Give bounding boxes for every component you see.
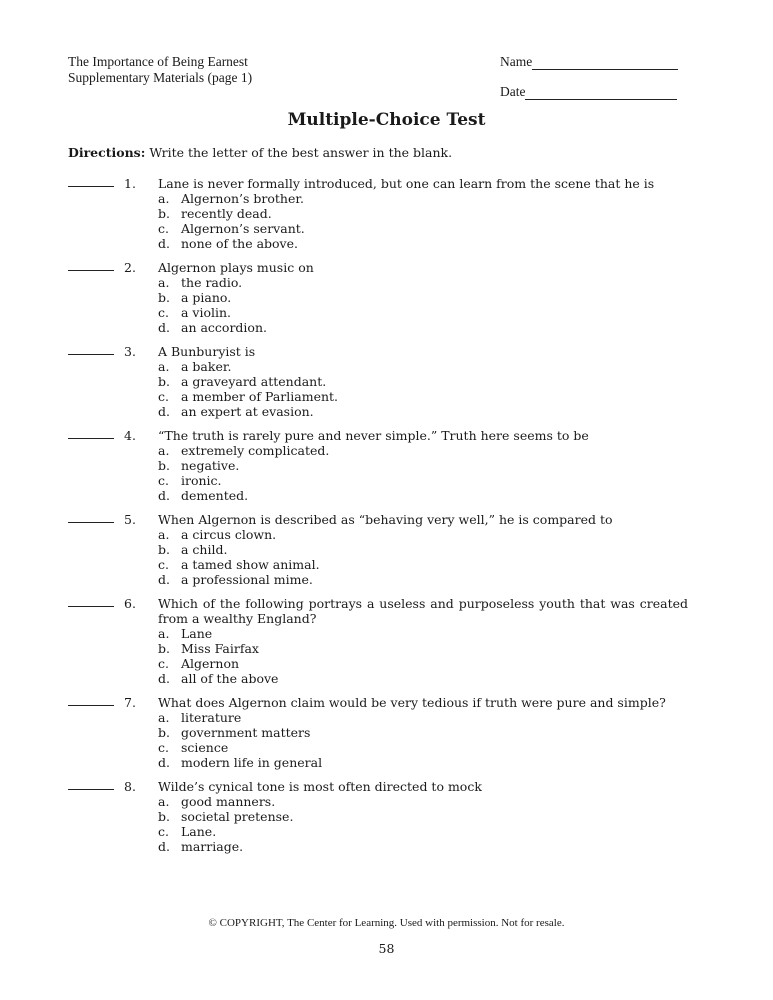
answer-blank[interactable] [68,512,114,523]
answer-blank[interactable] [68,344,114,355]
option [158,236,688,251]
materials-subtitle: Supplementary Materials (page 1) [68,70,253,85]
option [158,443,688,458]
question-number: 6. [124,596,136,611]
option-letter: b. [158,290,170,305]
option-text: all of the above [181,671,279,686]
option [158,572,688,587]
option-letter: c. [158,557,169,572]
name-label: Name [500,54,533,69]
option-letter: d. [158,320,170,335]
student-info [500,54,678,100]
question-number: 3. [124,344,136,359]
option [158,824,688,839]
option [158,305,688,320]
option-letter: b. [158,542,170,557]
question [68,428,688,503]
option [158,374,688,389]
option [158,671,688,686]
option-letter: d. [158,671,170,686]
option [158,320,688,335]
option-text: a child. [181,542,228,557]
option [158,290,688,305]
option-letter: c. [158,473,169,488]
option-text: a graveyard attendant. [181,374,327,389]
answer-blank[interactable] [68,260,114,271]
question-stem: A Bunburyist is [158,344,256,359]
option-text: literature [181,710,242,725]
option [158,221,688,236]
option-text: an expert at evasion. [181,404,314,419]
question [68,260,688,335]
name-field[interactable] [532,57,678,70]
answer-blank[interactable] [68,176,114,187]
option [158,206,688,221]
option [158,389,688,404]
option-text: Miss Fairfax [181,641,259,656]
question [68,344,688,419]
option-text: government matters [181,725,311,740]
question [68,596,688,686]
option-text: Lane [181,626,213,641]
option [158,839,688,854]
option-letter: b. [158,458,170,473]
option-text: a piano. [181,290,232,305]
option-letter: c. [158,305,169,320]
option-letter: d. [158,839,170,854]
option-letter: c. [158,824,169,839]
option-text: Algernon [181,656,240,671]
option-letter: a. [158,443,170,458]
option [158,557,688,572]
option-text: a violin. [181,305,232,320]
option-letter: d. [158,236,170,251]
option-text: Algernon’s brother. [181,191,304,206]
option-letter: d. [158,572,170,587]
option-text: demented. [181,488,249,503]
directions-text: Write the letter of the best answer in the blank. [145,145,453,160]
option-text: a circus clown. [181,527,277,542]
option-letter: b. [158,809,170,824]
option-text: extremely complicated. [181,443,330,458]
question-number: 4. [124,428,136,443]
option-letter: a. [158,710,170,725]
option-text: an accordion. [181,320,267,335]
option-letter: a. [158,191,170,206]
option-text: a baker. [181,359,232,374]
question [68,695,688,770]
option-text: good manners. [181,794,276,809]
option-letter: c. [158,221,169,236]
option [158,488,688,503]
question-stem: Which of the following portrays a useless and purposeless youth that was created from a wealthy England? [158,596,688,626]
option-text: science [181,740,229,755]
option-letter: d. [158,488,170,503]
option-text: negative. [181,458,240,473]
option-letter: c. [158,740,169,755]
option-text: marriage. [181,839,244,854]
option-text: ironic. [181,473,222,488]
question-stem: Wilde’s cynical tone is most often directed to mock [158,779,482,794]
question-number: 2. [124,260,136,275]
option [158,542,688,557]
date-label: Date [500,84,526,99]
option [158,626,688,641]
question-stem: Algernon plays music on [158,260,314,275]
option-text: a member of Parliament. [181,389,339,404]
question-number: 7. [124,695,136,710]
option-letter: d. [158,755,170,770]
option-text: recently dead. [181,206,272,221]
document-header [68,54,252,86]
option [158,359,688,374]
answer-blank[interactable] [68,695,114,706]
option-text: a professional mime. [181,572,313,587]
page-title: Multiple-Choice Test [287,110,486,130]
option-letter: a. [158,794,170,809]
option-letter: c. [158,389,169,404]
option [158,641,688,656]
option-letter: c. [158,656,169,671]
option-text: modern life in general [181,755,323,770]
question-number: 5. [124,512,136,527]
question-number: 1. [124,176,136,191]
option [158,755,688,770]
option [158,275,688,290]
answer-blank[interactable] [68,596,114,607]
option-text: Lane. [181,824,217,839]
option [158,710,688,725]
question [68,779,688,854]
option-text: none of the above. [181,236,298,251]
option [158,809,688,824]
option-text: a tamed show animal. [181,557,320,572]
question-list [68,176,688,863]
date-field[interactable] [525,87,677,100]
answer-blank[interactable] [68,428,114,439]
question-stem: What does Algernon claim would be very tedious if truth were pure and simple? [158,695,666,710]
option [158,656,688,671]
page-number: 58 [378,941,395,956]
answer-blank[interactable] [68,779,114,790]
option-letter: b. [158,374,170,389]
copyright-notice: © COPYRIGHT, The Center for Learning. Used with permission. Not for resale. [208,917,565,929]
option-text: Algernon’s servant. [181,221,305,236]
option-letter: b. [158,641,170,656]
option-text: the radio. [181,275,243,290]
directions-label: Directions: [68,145,146,160]
question [68,176,688,251]
option [158,473,688,488]
option-letter: d. [158,404,170,419]
option [158,191,688,206]
question-stem: When Algernon is described as “behaving very well,” he is compared to [158,512,613,527]
question [68,512,688,587]
option [158,725,688,740]
option [158,794,688,809]
option-letter: a. [158,359,170,374]
option [158,404,688,419]
option [158,527,688,542]
option [158,740,688,755]
option-letter: a. [158,527,170,542]
question-number: 8. [124,779,136,794]
option-letter: b. [158,725,170,740]
option-letter: a. [158,275,170,290]
option [158,458,688,473]
option-letter: a. [158,626,170,641]
question-stem: Lane is never formally introduced, but one can learn from the scene that he is [158,176,655,191]
option-text: societal pretense. [181,809,294,824]
option-letter: b. [158,206,170,221]
directions [68,145,452,160]
book-title: The Importance of Being Earnest [68,54,248,69]
question-stem: “The truth is rarely pure and never simple.” Truth here seems to be [158,428,589,443]
